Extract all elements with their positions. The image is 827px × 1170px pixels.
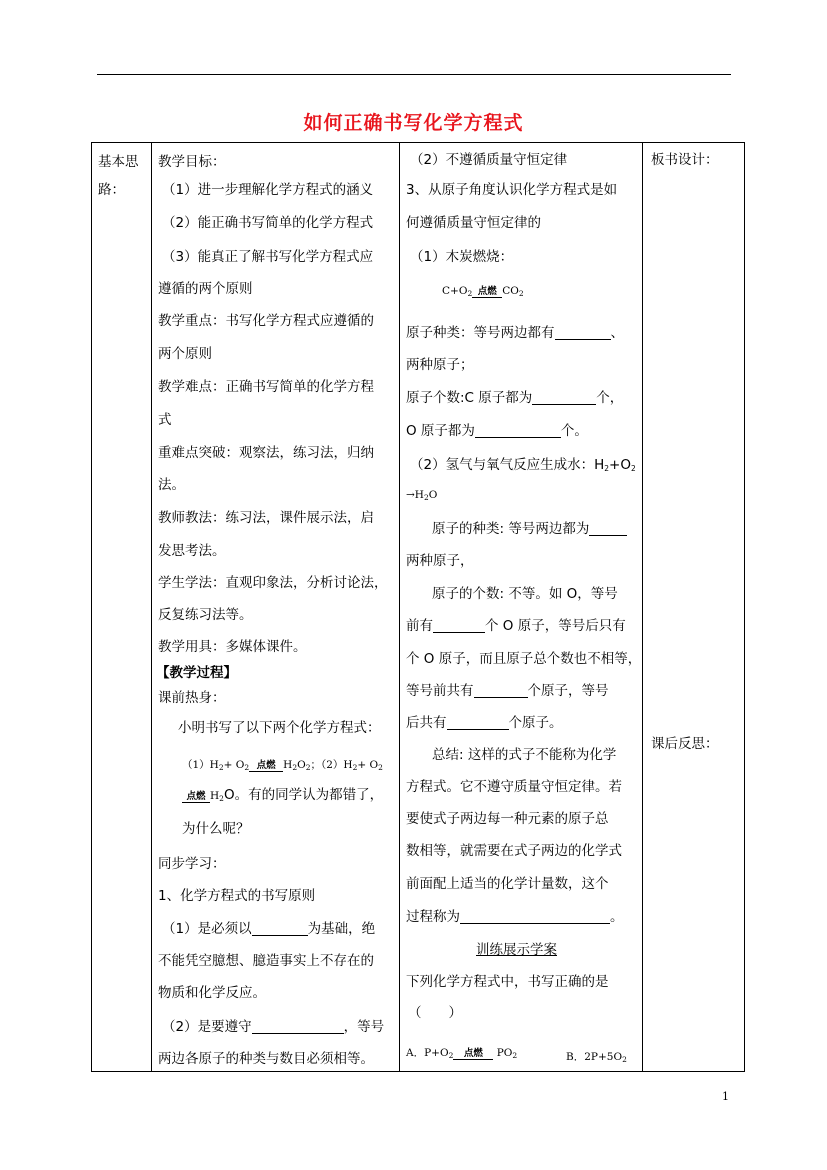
answer-blank — [433, 618, 485, 633]
text-line: 方程式。它不遵守质量守恒定律。若 — [406, 779, 622, 795]
text-line: （ ） — [408, 1005, 462, 1021]
text-line: 原子的个数: 不等。如 O，等号 — [432, 586, 618, 602]
text-line: 1、化学方程式的书写原则 — [158, 888, 316, 904]
option-a: A．$P+O_2$ 点燃 $PO_2$ — [406, 1047, 518, 1060]
text-line: 为什么呢？ — [182, 821, 250, 837]
option-b: B．$2P+5O_2$ — [566, 1051, 627, 1064]
text-line: （1）木炭燃烧： — [410, 249, 514, 265]
text-line: 3、从原子角度认识化学方程式是如 — [406, 182, 618, 198]
text-line: （2）能正确书写简单的化学方程式 — [162, 215, 374, 231]
answer-blank — [252, 1019, 344, 1034]
text-line: 发思考法。 — [158, 543, 226, 559]
text-line: （2）不遵循质量守恒定律 — [410, 152, 568, 168]
text-line: 不能凭空臆想、臆造事实上不存在的 — [158, 953, 374, 969]
text-line: （3）能真正了解书写化学方程式应 — [162, 249, 374, 265]
text-line: 数相等，就需要在式子两边的化学式 — [406, 843, 622, 859]
text-line: 反复练习法等。 — [158, 607, 253, 623]
text-line: 同步学习： — [158, 856, 226, 872]
answer-blank — [252, 921, 308, 936]
text-line: 要使式子两边每一种元素的原子总 — [406, 811, 609, 827]
answer-blank — [460, 909, 610, 924]
condition-mark: 点燃 — [249, 761, 283, 774]
lesson-plan-table — [91, 142, 745, 1072]
condition-mark: 点燃 — [472, 287, 502, 300]
equation-carbon: $C+O_2$ 点燃 $CO_2$ — [442, 285, 524, 298]
answer-blank — [532, 390, 596, 405]
text-line: 两边各原子的种类与数目必须相等。 — [158, 1051, 374, 1067]
fill-in-line: O 原子都为 个。 — [406, 423, 588, 439]
answer-blank — [475, 423, 561, 438]
fill-in-line: 原子种类：等号两边都有 、 — [406, 325, 624, 341]
process-column-2 — [400, 143, 643, 1072]
text-line: 遵循的两个原则 — [158, 281, 253, 297]
fill-in-line: 原子个数:C 原子都为 个， — [406, 390, 624, 406]
text-line: 下列化学方程式中，书写正确的是 — [406, 974, 609, 990]
fill-in-line: （1）是必须以 为基础，绝 — [162, 921, 376, 937]
header-rule — [97, 74, 731, 75]
text-line: 重难点突破：观察法，练习法，归纳 — [158, 445, 374, 461]
fill-in-line: （2）是要遵守 ，等号 — [162, 1019, 385, 1035]
text-line: （2）氢气与氧气反应生成水：$H_2+O_2$ — [410, 457, 636, 473]
text-line: $\to H_2O$ — [406, 489, 438, 502]
text-line: 法。 — [158, 477, 185, 493]
answer-blank — [555, 325, 611, 340]
condition-mark: 点燃 — [453, 1049, 493, 1062]
text-line: 物质和化学反应。 — [158, 985, 266, 1001]
text-line: 教学用具：多媒体课件。 — [158, 639, 307, 655]
text-line: 教学目标： — [158, 154, 226, 170]
fill-in-line: 过程称为 。 — [406, 909, 624, 925]
text-line: 式 — [158, 412, 172, 428]
text-line: 两种原子， — [406, 553, 474, 569]
text-line: 教学难点：正确书写简单的化学方程 — [158, 379, 374, 395]
label-column — [92, 143, 152, 1072]
document-title: 如何正确书写化学方程式 — [303, 112, 524, 134]
fill-in-line: 后共有 个原子。 — [406, 715, 563, 731]
section-heading: 【教学过程】 — [156, 665, 237, 681]
process-column-1 — [152, 143, 400, 1072]
text-line: 前面配上适当的化学计量数，这个 — [406, 876, 609, 892]
text-line: 总结: 这样的式子不能称为化学 — [432, 747, 617, 763]
equation-line-2: 点燃 $H_2O$。有的同学认为都错了， — [182, 785, 399, 809]
fill-in-line: 等号前共有 个原子，等号 — [406, 683, 609, 699]
notes-column — [643, 143, 745, 1072]
page-number: 1 — [722, 1090, 729, 1103]
row-label-line2: 路： — [98, 182, 125, 198]
text-line: 个 O 原子，而且原子总个数也不相等， — [406, 651, 642, 667]
text-line: （1）进一步理解化学方程式的涵义 — [162, 182, 374, 198]
text-line: 两种原子； — [406, 357, 474, 373]
fill-in-line: 前有 个 O 原子，等号后只有 — [406, 618, 626, 634]
text-line: 学生学法：直观印象法，分析讨论法， — [158, 575, 388, 591]
answer-blank — [474, 683, 528, 698]
text-line: 教学重点：书写化学方程式应遵循的 — [158, 313, 374, 329]
condition-mark: 点燃 — [182, 792, 210, 805]
board-design-label: 板书设计： — [651, 152, 719, 168]
text-line: 课前热身： — [158, 690, 226, 706]
text-line: 教师教法：练习法，课件展示法，启 — [158, 510, 374, 526]
equation-line-1: $(1)H_2+ O_2$ 点燃 $H_2O_2$；$(2)H_2+ O_2$ — [182, 759, 383, 772]
row-label-line1: 基本思 — [98, 154, 139, 170]
text-line: 两个原则 — [158, 346, 212, 362]
reflection-label: 课后反思： — [651, 736, 719, 752]
answer-blank — [589, 521, 627, 536]
fill-in-line: 原子的种类: 等号两边都为 — [432, 519, 642, 539]
section-heading: 训练展示学案 — [476, 942, 557, 958]
text-line: 小明书写了以下两个化学方程式： — [178, 720, 381, 736]
answer-blank — [447, 715, 509, 730]
text-line: 何遵循质量守恒定律的 — [406, 215, 541, 231]
